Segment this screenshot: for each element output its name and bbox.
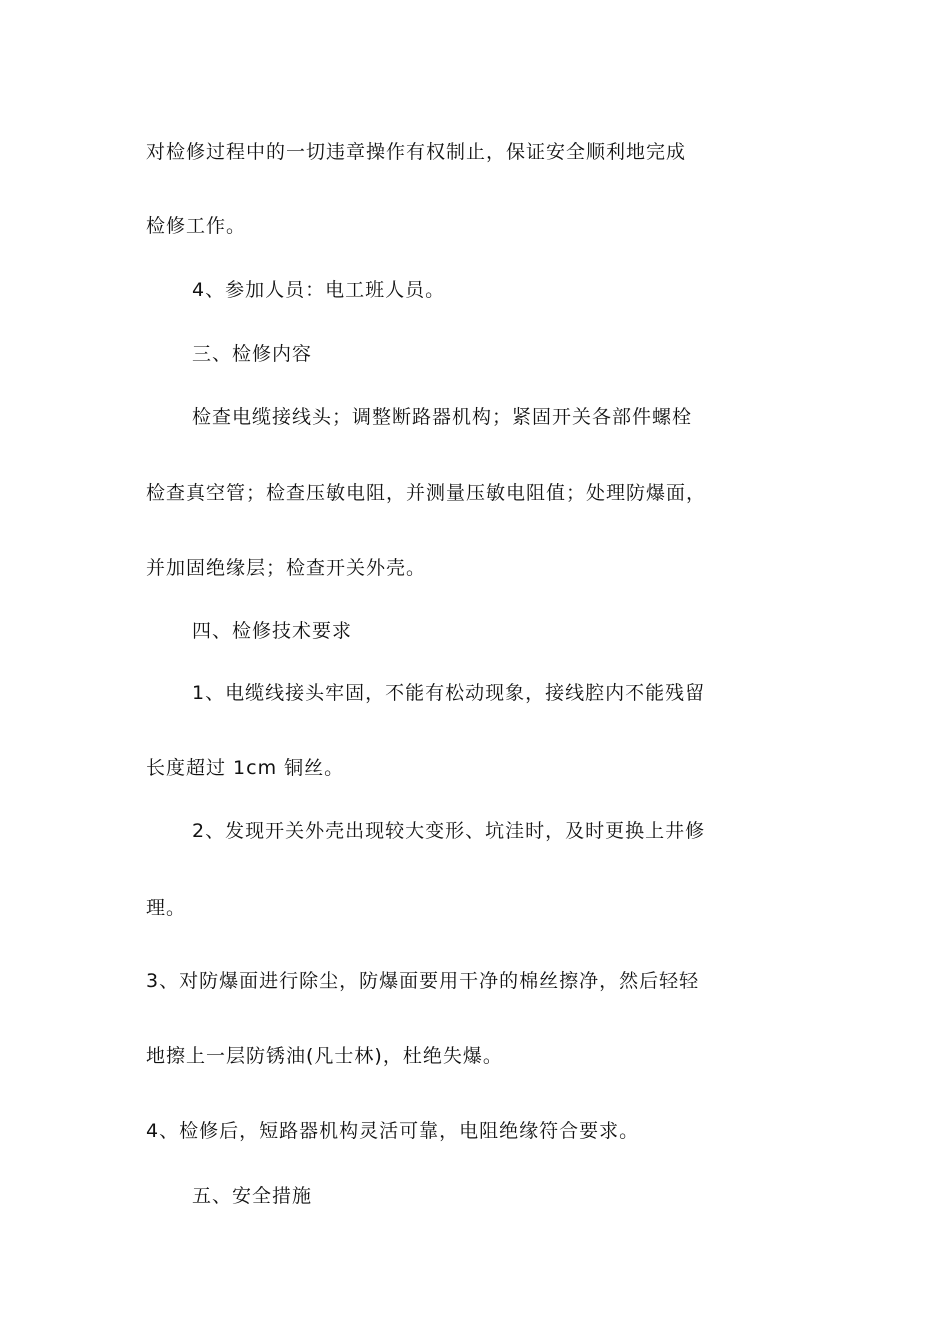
paragraph-line: 检查真空管；检查压敏电阻，并测量压敏电阻值；处理防爆面， (146, 482, 707, 504)
paragraph-line: 检查电缆接线头；调整断路器机构；紧固开关各部件螺栓 (192, 406, 693, 428)
list-item: 1、电缆线接头牢固，不能有松动现象，接线腔内不能残留 (192, 682, 706, 704)
section-heading: 五、安全措施 (192, 1185, 313, 1207)
list-item: 4、参加人员：电工班人员。 (192, 279, 446, 301)
paragraph-line: 长度超过 1cm 铜丝。 (146, 757, 345, 779)
section-heading: 四、检修技术要求 (192, 620, 353, 642)
paragraph-line: 检修工作。 (146, 215, 247, 237)
paragraph-line: 理。 (146, 897, 187, 919)
list-item: 2、发现开关外壳出现较大变形、坑洼时，及时更换上井修 (192, 820, 706, 842)
paragraph-line: 对检修过程中的一切违章操作有权制止，保证安全顺利地完成 (146, 141, 687, 163)
paragraph-line: 地擦上一层防锈油(凡士林)，杜绝失爆。 (146, 1045, 503, 1067)
list-item: 4、检修后，短路器机构灵活可靠，电阻绝缘符合要求。 (146, 1120, 640, 1142)
section-heading: 三、检修内容 (192, 343, 313, 365)
paragraph-line: 并加固绝缘层；检查开关外壳。 (146, 557, 427, 579)
list-item: 3、对防爆面进行除尘，防爆面要用干净的棉丝擦净，然后轻轻 (146, 970, 700, 992)
